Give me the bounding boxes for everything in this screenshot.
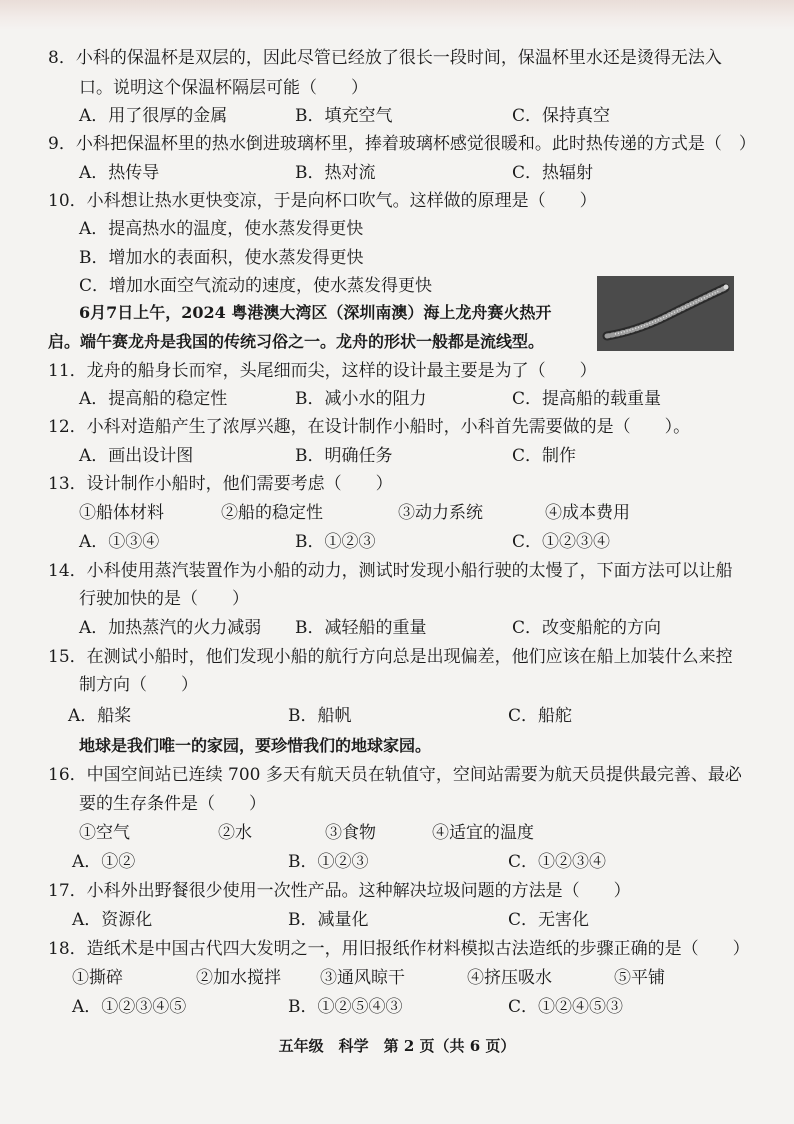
q13-option-b[interactable]: B．①②③ (295, 532, 376, 552)
q18-option-b[interactable]: B．①②⑤④③ (288, 997, 403, 1017)
q16-item-1: ①空气 (79, 823, 130, 843)
dragon-boat-photo (597, 276, 734, 351)
intro-dragon-line1: 6月7日上午，2024 粤港澳大湾区（深圳南澳）海上龙舟赛火热开 (79, 303, 552, 322)
q14-option-c[interactable]: C．改变船舵的方向 (512, 618, 662, 638)
q16-option-a[interactable]: A．①② (72, 852, 136, 872)
q15-option-a[interactable]: A．船桨 (68, 706, 132, 726)
q12-option-c[interactable]: C．制作 (512, 446, 577, 466)
intro-earth: 地球是我们唯一的家园，要珍惜我们的地球家园。 (79, 736, 432, 755)
q14-stem-line2: 行驶加快的是（ ） (79, 589, 249, 609)
q18-option-c[interactable]: C．①②④⑤③ (508, 997, 624, 1017)
q13-item-1: ①船体材料 (79, 503, 164, 523)
q17-option-b[interactable]: B．减量化 (288, 910, 369, 930)
q14-option-a[interactable]: A．加热蒸汽的火力减弱 (79, 618, 262, 638)
q16-item-2: ②水 (218, 823, 252, 843)
q8-option-b[interactable]: B．填充空气 (295, 106, 393, 126)
q16-option-c[interactable]: C．①②③④ (508, 852, 607, 872)
q13-option-c[interactable]: C．①②③④ (512, 532, 611, 552)
q9-option-a[interactable]: A．热传导 (79, 163, 160, 183)
top-edge (0, 0, 794, 30)
q18-item-1: ①撕碎 (72, 968, 123, 988)
q17-option-a[interactable]: A．资源化 (72, 910, 153, 930)
q12-stem-line1: 12．小科对造船产生了浓厚兴趣，在设计制作小船时，小科首先需要做的是（ ）。 (48, 417, 691, 437)
q18-item-4: ④挤压吸水 (467, 968, 552, 988)
q13-stem-line1: 13．设计制作小船时，他们需要考虑（ ） (48, 474, 393, 494)
q13-item-4: ④成本费用 (545, 503, 630, 523)
q8-stem-line2: 口。说明这个保温杯隔层可能（ ） (79, 78, 368, 98)
q8-stem-line1: 8．小科的保温杯是双层的，因此尽管已经放了很长一段时间，保温杯里水还是烫得无法入 (48, 48, 722, 68)
q10-option-c[interactable]: C．增加水面空气流动的速度，使水蒸发得更快 (79, 276, 433, 296)
q10-option-b[interactable]: B．增加水的表面积，使水蒸发得更快 (79, 248, 364, 268)
q18-option-a[interactable]: A．①②③④⑤ (72, 997, 187, 1017)
q13-item-3: ③动力系统 (398, 503, 483, 523)
q17-stem-line1: 17．小科外出野餐很少使用一次性产品。这种解决垃圾问题的方法是（ ） (48, 881, 631, 901)
q15-stem-line2: 制方向（ ） (79, 675, 198, 695)
q18-item-3: ③通风晾干 (320, 968, 405, 988)
intro-dragon-line2: 启。端午赛龙舟是我国的传统习俗之一。龙舟的形状一般都是流线型。 (48, 332, 545, 351)
q12-option-a[interactable]: A．画出设计图 (79, 446, 194, 466)
q18-item-2: ②加水搅拌 (196, 968, 281, 988)
q16-item-3: ③食物 (325, 823, 376, 843)
q18-stem-line1: 18．造纸术是中国古代四大发明之一，用旧报纸作材料模拟古法造纸的步骤正确的是（ ） (48, 939, 750, 959)
q16-option-b[interactable]: B．①②③ (288, 852, 369, 872)
q9-option-c[interactable]: C．热辐射 (512, 163, 594, 183)
q10-stem-line1: 10．小科想让热水更快变凉，于是向杯口吹气。这样做的原理是（ ） (48, 191, 597, 211)
q16-stem-line1: 16．中国空间站已连续 700 多天有航天员在轨值守，空间站需要为航天员提供最完善、最必 (48, 765, 742, 785)
q16-stem-line2: 要的生存条件是（ ） (79, 794, 266, 814)
q17-option-c[interactable]: C．无害化 (508, 910, 590, 930)
q18-item-5: ⑤平铺 (614, 968, 665, 988)
q10-option-a[interactable]: A．提高热水的温度，使水蒸发得更快 (79, 219, 364, 239)
q15-option-c[interactable]: C．船舵 (508, 706, 573, 726)
q15-option-b[interactable]: B．船帆 (288, 706, 352, 726)
q11-option-a[interactable]: A．提高船的稳定性 (79, 389, 228, 409)
q13-option-a[interactable]: A．①③④ (79, 532, 160, 552)
q13-item-2: ②船的稳定性 (221, 503, 323, 523)
q9-stem-line1: 9．小科把保温杯里的热水倒进玻璃杯里，捧着玻璃杯感觉很暖和。此时热传递的方式是（ ） (48, 134, 756, 154)
page-footer: 五年级 科学 第 2 页（共 6 页） (278, 1037, 516, 1055)
q8-option-c[interactable]: C．保持真空 (512, 106, 611, 126)
q12-option-b[interactable]: B．明确任务 (295, 446, 393, 466)
q14-option-b[interactable]: B．减轻船的重量 (295, 618, 427, 638)
q8-option-a[interactable]: A．用了很厚的金属 (79, 106, 228, 126)
q15-stem-line1: 15．在测试小船时，他们发现小船的航行方向总是出现偏差，他们应该在船上加装什么来控 (48, 647, 733, 667)
q11-option-c[interactable]: C．提高船的载重量 (512, 389, 662, 409)
q11-stem-line1: 11．龙舟的船身长而窄，头尾细而尖，这样的设计最主要是为了（ ） (48, 361, 597, 381)
q16-item-4: ④适宜的温度 (432, 823, 534, 843)
q9-option-b[interactable]: B．热对流 (295, 163, 376, 183)
q14-stem-line1: 14．小科使用蒸汽装置作为小船的动力，测试时发现小船行驶的太慢了，下面方法可以让船 (48, 561, 733, 581)
q11-option-b[interactable]: B．减小水的阻力 (295, 389, 427, 409)
